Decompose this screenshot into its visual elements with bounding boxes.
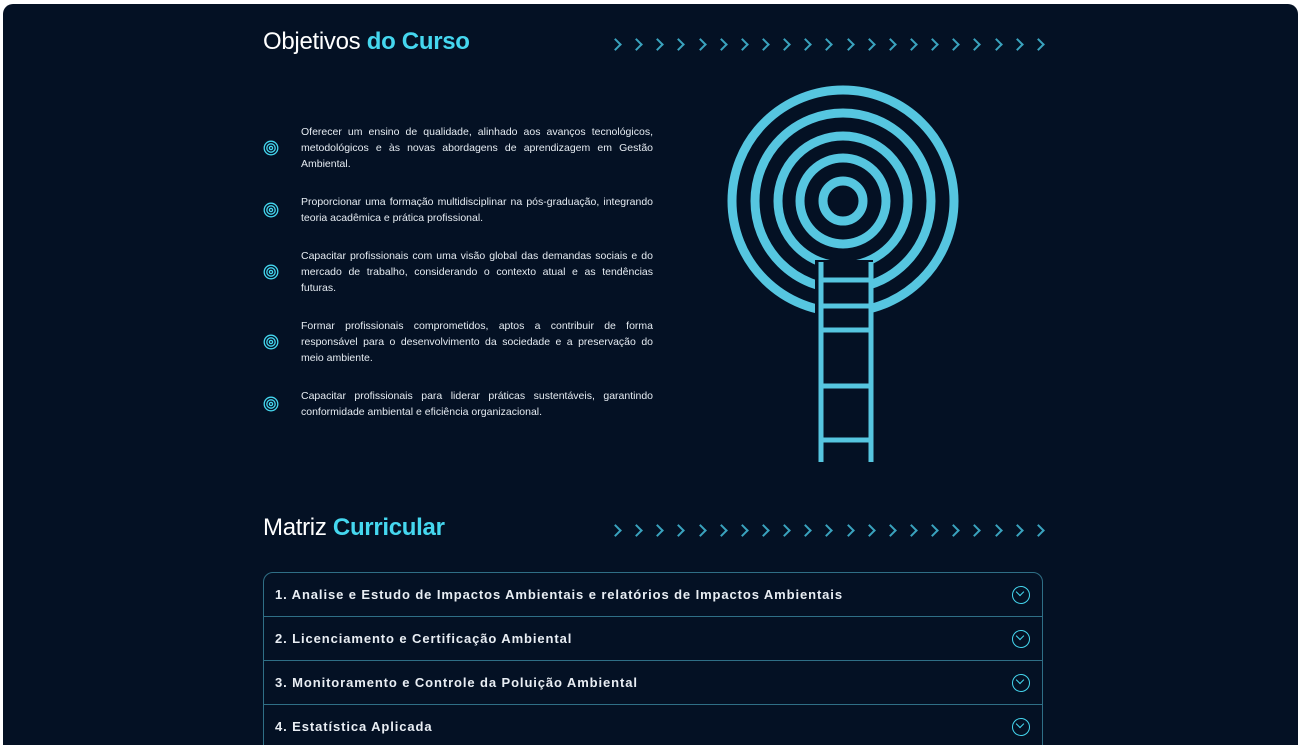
target-icon	[263, 334, 279, 350]
target-ladder-illustration	[723, 84, 963, 464]
module-label: 4. Estatística Aplicada	[275, 719, 433, 734]
list-item	[263, 388, 655, 420]
objetivo-text: Formar profissionais comprometidos, aptos a contribuir de forma responsável para o desenvolvimento da sociedade e a preservação do meio ambiente.	[301, 320, 653, 364]
list-item	[263, 124, 655, 172]
curriculum-accordion	[263, 572, 1043, 745]
chevron-down-circle-icon[interactable]	[1012, 586, 1030, 604]
objetivos-title-plain: Objetivos	[263, 28, 367, 55]
chevron-down-circle-icon[interactable]	[1012, 718, 1030, 736]
module-label: 1. Analise e Estudo de Impactos Ambientais e relatórios de Impactos Ambientais	[275, 587, 843, 602]
objetivo-text: Capacitar profissionais com uma visão global das demandas sociais e do mercado de trabalho, considerando o contexto atual e as tendências futuras.	[301, 250, 653, 294]
module-label: 3. Monitoramento e Controle da Poluição Ambiental	[275, 675, 638, 690]
list-item	[263, 248, 655, 296]
accordion-item-3[interactable]	[264, 661, 1042, 705]
decorative-arrows-objetivos	[611, 34, 1043, 54]
decorative-arrows-matriz	[611, 520, 1043, 540]
matriz-title-accent: Curricular	[332, 514, 445, 541]
list-item	[263, 194, 655, 226]
objetivo-text: Oferecer um ensino de qualidade, alinhado aos avanços tecnológicos, metodológicos e às novas abordagens de aprendizagem em Gestão Ambiental.	[301, 126, 653, 170]
target-icon	[263, 202, 279, 218]
chevron-down-circle-icon[interactable]	[1012, 674, 1030, 692]
target-icon	[263, 396, 279, 412]
target-icon	[263, 264, 279, 280]
accordion-item-1[interactable]	[264, 573, 1042, 617]
objetivo-text: Capacitar profissionais para liderar práticas sustentáveis, garantindo conformidade ambiental e eficiência organizacional.	[301, 390, 653, 418]
objetivos-title	[263, 28, 470, 56]
matriz-title-plain: Matriz	[263, 514, 333, 541]
module-label: 2. Licenciamento e Certificação Ambiental	[275, 631, 573, 646]
chevron-down-circle-icon[interactable]	[1012, 630, 1030, 648]
accordion-item-2[interactable]	[264, 617, 1042, 661]
page-container	[3, 4, 1298, 745]
matriz-title	[263, 514, 445, 542]
list-item	[263, 318, 655, 366]
target-icon	[263, 140, 279, 156]
objetivo-text: Proporcionar uma formação multidisciplinar na pós-graduação, integrando teoria acadêmica e prática profissional.	[301, 196, 653, 224]
accordion-item-4[interactable]	[264, 705, 1042, 745]
objetivos-title-accent: do Curso	[366, 28, 470, 55]
